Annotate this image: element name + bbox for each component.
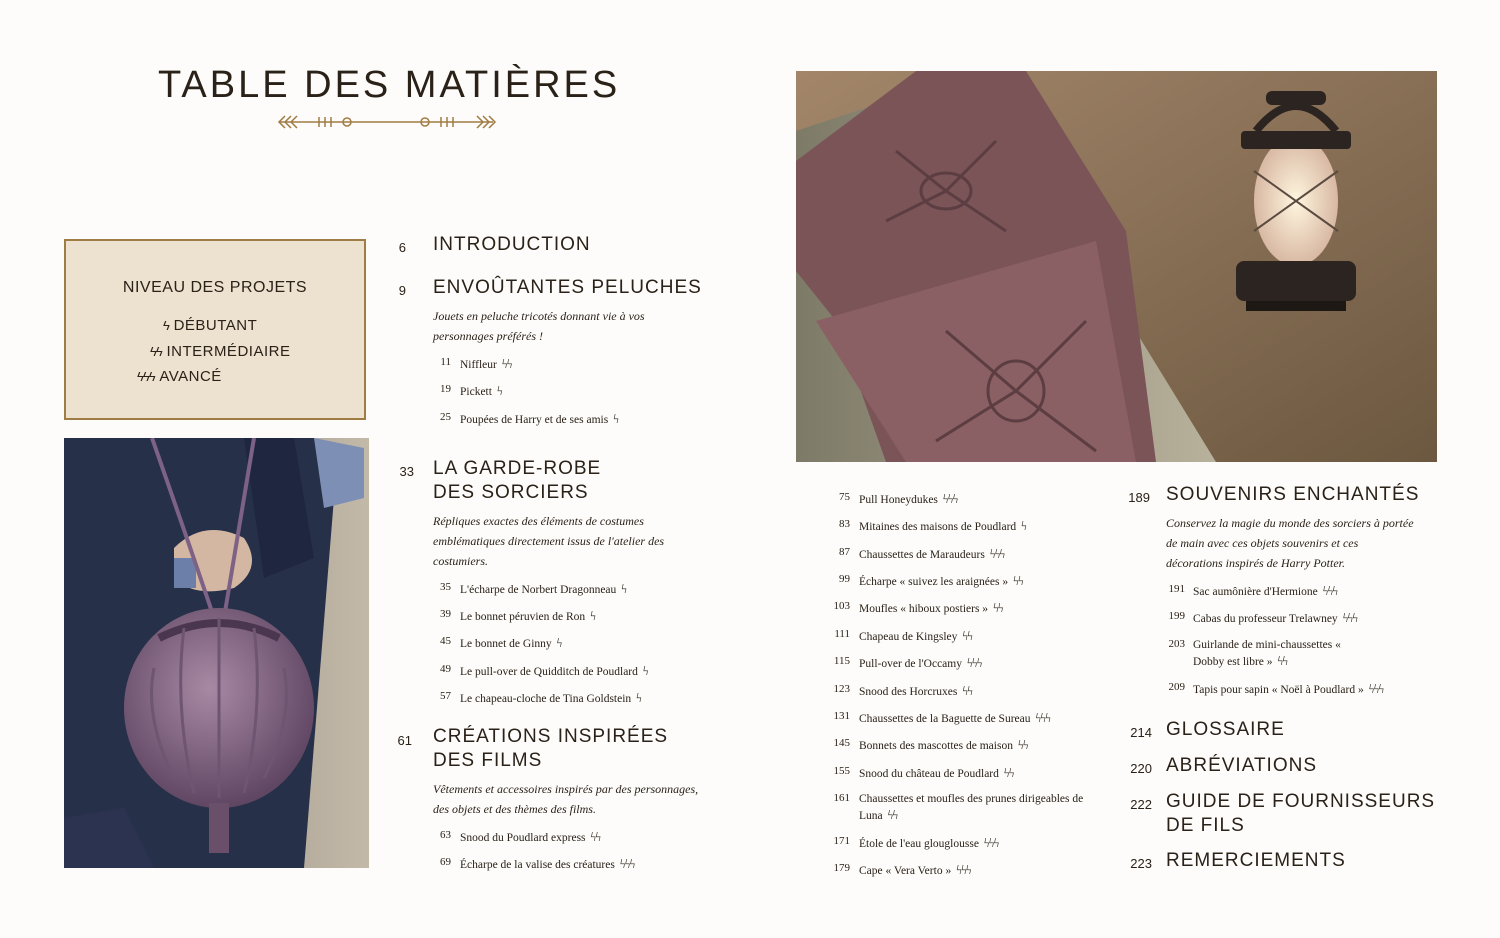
lightning-icon: ϟϟ [1017, 737, 1028, 752]
toc-item [460, 608, 595, 624]
item-label: Snood des Horcruxes [859, 686, 958, 698]
item-page-number: 11 [440, 356, 451, 368]
item-label: Le bonnet de Ginny [460, 638, 552, 650]
item-label: Pull-over de l'Occamy [859, 658, 962, 670]
item-page-number: 99 [839, 573, 850, 585]
item-label: Niffleur [460, 359, 497, 371]
toc-item [859, 546, 1004, 562]
section-page-number: 222 [1130, 797, 1152, 812]
section-page-number: 9 [398, 283, 406, 298]
item-label: Pull Honeydukes [859, 494, 938, 506]
lightning-icon: ϟ [496, 383, 502, 398]
item-label: Le chapeau-cloche de Tina Goldstein [460, 693, 632, 705]
section-page-number: 6 [398, 240, 406, 255]
section-title: ENVOÛTANTES PELUCHES [433, 277, 702, 298]
lightning-icon: ϟϟ [962, 683, 972, 698]
section-page-number: 220 [1130, 761, 1152, 776]
item-page-number: 209 [1168, 681, 1185, 693]
item-label: Chapeau de Kingsley [859, 631, 958, 643]
section-title: CRÉATIONS INSPIRÉES [433, 726, 669, 747]
item-label: Moufles « hiboux postiers » [859, 603, 989, 615]
lightning-icon: ϟϟ [962, 628, 972, 643]
item-page-number: 191 [1168, 583, 1185, 595]
section-title: REMERCIEMENTS [1166, 850, 1346, 871]
item-page-number: 111 [834, 628, 850, 640]
section-description: Conservez la magie du monde des sorciers à portée de main avec ces objets souvenirs et ces décorations inspirés de Harry Potter. [1166, 516, 1414, 570]
toc-item [460, 411, 618, 427]
legend-intermediate [148, 343, 290, 360]
item-page-number: 69 [440, 856, 451, 868]
toc-item [1193, 681, 1383, 697]
item-page-number: 131 [833, 710, 850, 722]
spider-scarf-photo [796, 71, 1437, 462]
lightning-icon: ϟϟ [501, 356, 512, 371]
item-page-number: 103 [833, 600, 850, 612]
toc-item [859, 765, 1014, 781]
toc-item [859, 862, 971, 878]
toc-item [1193, 637, 1353, 670]
lightning-icon: ϟϟϟ [1322, 583, 1338, 598]
section-description: Répliques exactes des éléments de costumes emblématiques directement issus de l'atelier des costumiers. [433, 514, 665, 568]
item-label: Étole de l'eau glouglousse [859, 838, 979, 850]
item-label: Chaussettes et moufles des prunes dirigeables de Luna [859, 793, 1084, 822]
page-title: TABLE DES MATIÈRES [158, 64, 621, 106]
lightning-icon: ϟϟ [887, 807, 898, 822]
item-page-number: 19 [440, 383, 451, 395]
item-label: Pickett [460, 386, 492, 398]
item-page-number: 123 [833, 683, 850, 695]
legend-title: NIVEAU DES PROJETS [122, 279, 308, 296]
section-title: INTRODUCTION [433, 234, 591, 255]
knitted-bag-photo [64, 438, 369, 868]
toc-item [859, 491, 957, 507]
toc-item [859, 600, 1003, 616]
legend-label: AVANCÉ [159, 368, 222, 385]
section-title: LA GARDE-ROBE [433, 458, 602, 479]
lightning-icon: ϟϟϟ [619, 856, 635, 871]
lightning-icon: ϟ [590, 608, 595, 623]
item-page-number: 199 [1168, 610, 1185, 622]
legend-label: DÉBUTANT [173, 317, 258, 334]
section-page-number: 61 [397, 733, 412, 748]
item-label: Snood du Poudlard express [460, 832, 586, 844]
toc-item [859, 791, 1104, 824]
item-label: Écharpe « suivez les araignées » [859, 576, 1009, 588]
toc-item [859, 835, 998, 851]
item-page-number: 171 [833, 835, 850, 847]
lightning-icon: ϟϟϟ [1035, 710, 1050, 725]
item-page-number: 87 [839, 546, 850, 558]
toc-item [1193, 610, 1357, 626]
item-label: Le bonnet péruvien de Ron [460, 611, 586, 623]
section-page-number: 189 [1128, 490, 1150, 505]
section-title: SOUVENIRS ENCHANTÉS [1166, 484, 1420, 505]
item-page-number: 115 [833, 655, 850, 667]
item-label: Cabas du professeur Trelawney [1193, 613, 1338, 625]
item-page-number: 203 [1168, 638, 1185, 650]
project-level-legend [64, 239, 366, 420]
lightning-icon: ϟϟϟ [989, 546, 1005, 561]
section-page-number: 214 [1130, 725, 1152, 740]
item-page-number: 83 [839, 518, 850, 530]
legend-advanced [135, 368, 222, 385]
item-page-number: 49 [440, 663, 451, 675]
section-page-number: 33 [399, 464, 414, 479]
toc-item [859, 737, 1028, 753]
lightning-icon: ϟ [163, 318, 169, 333]
item-label: Poupées de Harry et de ses amis [460, 414, 609, 426]
item-label: Mitaines des maisons de Poudlard [859, 521, 1017, 533]
lightning-icon: ϟϟϟ [1368, 681, 1384, 696]
item-label: Chaussettes de Maraudeurs [859, 549, 985, 561]
lightning-icon: ϟϟ [1013, 573, 1023, 588]
lightning-icon: ϟϟϟ [983, 835, 999, 850]
item-label: Sac aumônière d'Hermione [1193, 586, 1318, 598]
section-title: GLOSSAIRE [1166, 719, 1285, 740]
lightning-icon: ϟϟ [1277, 653, 1288, 668]
toc-item [460, 856, 634, 872]
item-page-number: 75 [839, 491, 850, 503]
lightning-icon: ϟ [621, 581, 627, 596]
item-page-number: 39 [440, 608, 451, 620]
toc-item [460, 663, 648, 679]
toc-item [460, 383, 502, 399]
item-page-number: 63 [440, 829, 451, 841]
item-page-number: 35 [440, 581, 451, 593]
section-title: ABRÉVIATIONS [1166, 755, 1318, 776]
item-page-number: 57 [440, 690, 451, 702]
lightning-icon: ϟϟϟ [966, 655, 982, 670]
toc-item [460, 581, 626, 597]
lightning-icon: ϟ [556, 635, 562, 650]
section-description: Vêtements et accessoires inspirés par des personnages, des objets et des thèmes des films. [433, 782, 699, 816]
lightning-icon: ϟϟϟ [956, 862, 971, 877]
lightning-icon: ϟϟ [992, 600, 1003, 615]
item-page-number: 179 [833, 862, 850, 874]
section-description: Jouets en peluche tricotés donnant vie à vos personnages préférés ! [433, 309, 645, 343]
item-page-number: 145 [833, 737, 850, 749]
lightning-icon: ϟϟ [1003, 765, 1014, 780]
lightning-icon: ϟ [613, 411, 618, 426]
lightning-icon: ϟϟϟ [1342, 610, 1358, 625]
toc-item [859, 683, 972, 699]
lightning-icon: ϟϟ [590, 829, 601, 844]
toc-item [460, 356, 511, 372]
toc-item [460, 829, 600, 845]
lightning-icon: ϟϟϟ [137, 369, 155, 384]
item-label: L'écharpe de Norbert Dragonneau [460, 584, 617, 596]
item-label: Guirlande de mini-chaussettes « Dobby est libre » [1193, 639, 1341, 668]
item-label: Snood du château de Poudlard [859, 768, 999, 780]
lightning-icon: ϟϟϟ [942, 491, 958, 506]
item-page-number: 25 [440, 411, 451, 423]
toc-item [859, 518, 1026, 534]
item-label: Tapis pour sapin « Noël à Poudlard » [1193, 684, 1364, 696]
item-page-number: 45 [440, 635, 451, 647]
toc-item [859, 573, 1023, 589]
toc-item [460, 690, 641, 706]
item-page-number: 155 [833, 765, 850, 777]
toc-item [859, 710, 1050, 726]
item-label: Cape « Vera Verto » [859, 865, 952, 877]
legend-label: INTERMÉDIAIRE [166, 343, 291, 360]
section-title-line2: DES SORCIERS [433, 482, 589, 503]
section-title: GUIDE DE FOURNISSEURS [1166, 791, 1436, 812]
legend-beginner [161, 317, 257, 334]
item-label: Chaussettes de la Baguette de Sureau [859, 713, 1031, 725]
lightning-icon: ϟ [636, 690, 641, 705]
item-page-number: 161 [833, 792, 850, 804]
toc-item [1193, 583, 1337, 599]
toc-item [460, 635, 561, 651]
item-label: Bonnets des mascottes de maison [859, 740, 1013, 752]
item-label: Le pull-over de Quidditch de Poudlard [460, 666, 638, 678]
toc-item [859, 628, 972, 644]
section-title-line2: DES FILMS [433, 750, 543, 771]
section-page-number: 223 [1130, 856, 1152, 871]
arrow-ornament [275, 112, 497, 132]
lightning-icon: ϟϟ [150, 344, 162, 359]
lightning-icon: ϟ [642, 663, 648, 678]
lightning-icon: ϟ [1021, 518, 1026, 533]
item-label: Écharpe de la valise des créatures [460, 859, 615, 871]
section-title-line2: DE FILS [1166, 815, 1245, 836]
toc-item [859, 655, 981, 671]
